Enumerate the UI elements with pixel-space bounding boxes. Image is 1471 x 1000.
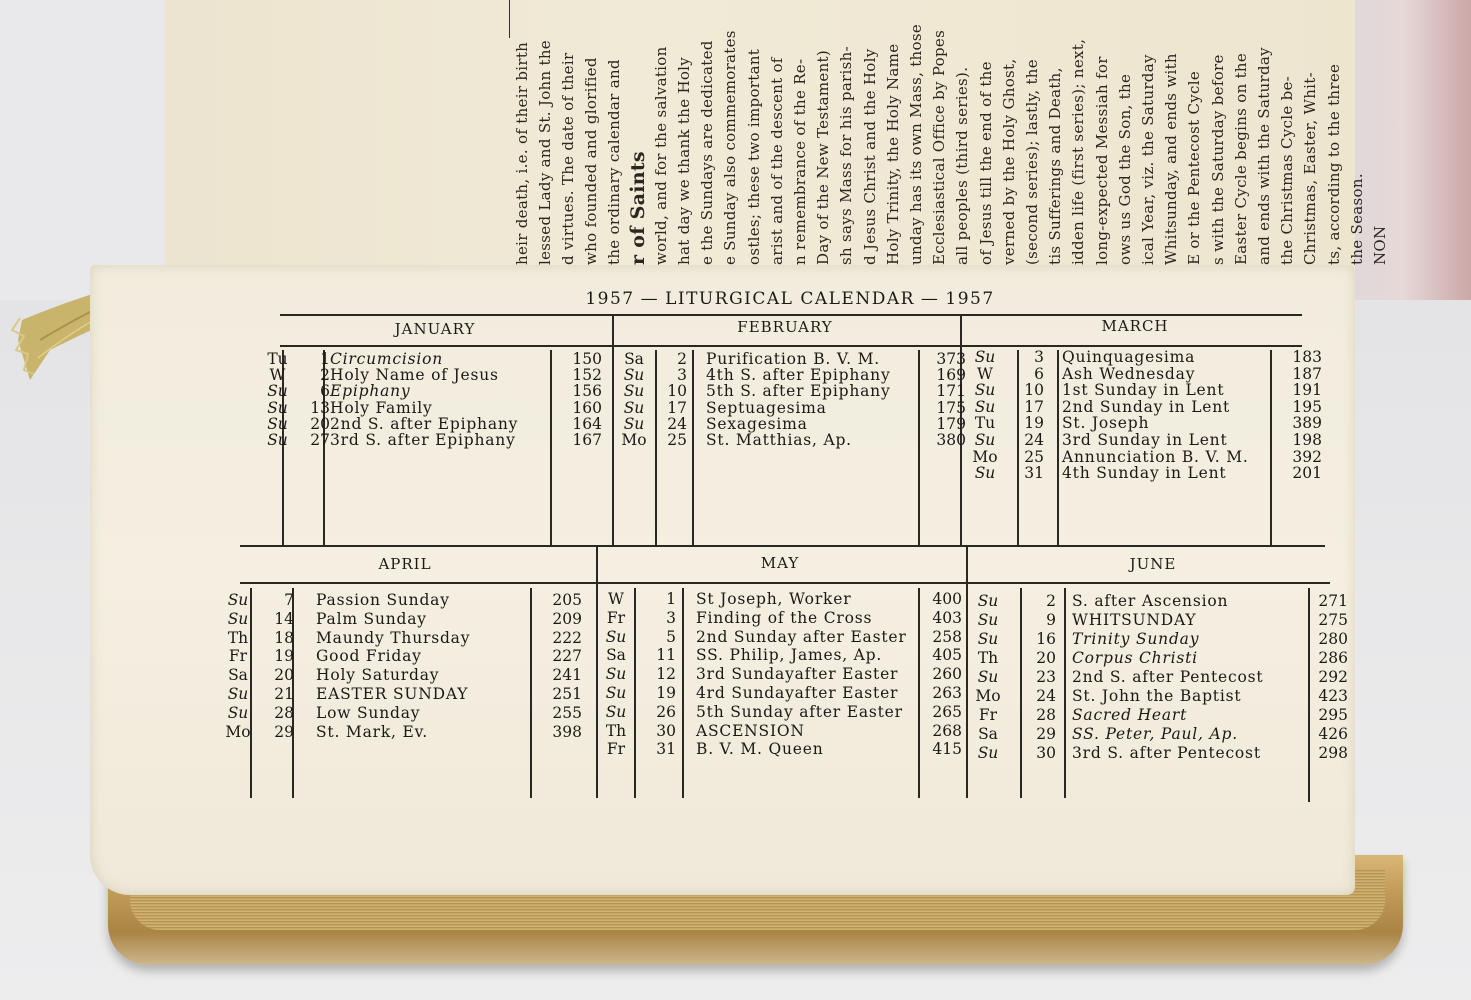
entry-weekday: Sa xyxy=(978,725,998,743)
entry-page-number: 205 xyxy=(552,591,582,609)
entry-date: 3 xyxy=(666,608,676,627)
entry-feast: Finding of the Cross xyxy=(696,608,873,627)
entry-feast: Passion Sunday xyxy=(316,591,450,609)
entry-page-number: 373 xyxy=(936,350,966,368)
entry-weekday: Su xyxy=(977,592,999,610)
upper-text-line: Easter Cycle begins on the xyxy=(1231,52,1250,265)
upper-text-line: and ends with the Saturday xyxy=(1255,47,1273,265)
entry-date: 3 xyxy=(1034,348,1044,366)
upper-text-line: all peoples (third series). xyxy=(953,66,972,265)
entry-date: 28 xyxy=(1036,706,1056,724)
entry-feast: ASCENSION xyxy=(696,721,805,740)
entry-weekday: Su xyxy=(227,609,249,628)
entry-page-number: 380 xyxy=(936,431,966,449)
upper-text-line: (second series); lastly, the xyxy=(1023,59,1041,265)
entry-date: 20 xyxy=(1036,649,1056,667)
entry-date: 19 xyxy=(1024,414,1044,433)
upper-text-line: Whitsunday, and ends with xyxy=(1162,53,1181,265)
entry-feast: 5th Sunday after Easter xyxy=(696,702,903,721)
entry-page-number: 255 xyxy=(552,703,582,722)
entry-date: 27 xyxy=(310,431,330,449)
calendar-entry xyxy=(0,627,1471,648)
entry-page-number: 164 xyxy=(572,414,602,433)
entry-feast: Sacred Heart xyxy=(1072,706,1188,724)
calendar-entry xyxy=(0,722,1471,743)
entry-feast: S. after Ascension xyxy=(1072,592,1229,610)
month-march: MARCH xyxy=(1101,317,1169,335)
entry-page-number: 292 xyxy=(1318,668,1348,686)
upper-text-line: the Christmas Cycle be- xyxy=(1278,75,1297,265)
entry-date: 31 xyxy=(656,740,676,759)
upper-text-line: d virtues. The date of their xyxy=(559,52,577,265)
entry-feast: 4rd Sundayafter Easter xyxy=(696,684,899,702)
entry-feast: 3rd S. after Pentecost xyxy=(1072,744,1261,762)
upper-text-line: Ecclesiastical Office by Popes xyxy=(930,29,949,265)
entry-feast: 2nd S. after Epiphany xyxy=(330,414,519,433)
entry-feast: Trinity Sunday xyxy=(1072,630,1200,648)
upper-text-line: e the Sundays are dedicated xyxy=(698,40,717,265)
entry-date: 14 xyxy=(274,609,294,628)
month-header-rule-top xyxy=(280,345,1302,347)
entry-feast: 3rd Sundayafter Easter xyxy=(696,665,899,684)
entry-page-number: 198 xyxy=(1292,431,1322,449)
entry-weekday: Fr xyxy=(228,647,248,666)
entry-feast: St. Joseph xyxy=(1062,414,1150,433)
entry-page-number: 398 xyxy=(552,722,582,741)
entry-date: 10 xyxy=(667,382,687,401)
entry-page-number: 251 xyxy=(552,685,582,703)
entry-feast: 4th S. after Epiphany xyxy=(706,366,891,385)
entry-page-number: 263 xyxy=(932,684,962,702)
upper-text-line: s with the Saturday before xyxy=(1208,54,1227,265)
entry-date: 24 xyxy=(1036,687,1056,705)
entry-date: 5 xyxy=(666,627,676,646)
upper-text-line: n remembrance of the Re- xyxy=(791,58,809,265)
entry-weekday: Su xyxy=(977,611,999,629)
entry-feast: Epiphany xyxy=(330,382,411,401)
entry-date: 31 xyxy=(1024,464,1044,483)
upper-text-line: ows us God the Son, the xyxy=(1115,73,1134,265)
calendar-entry xyxy=(0,687,1471,704)
entry-weekday: Su xyxy=(974,381,996,400)
month-june: JUNE xyxy=(1129,555,1177,573)
entry-weekday: Mo xyxy=(225,722,251,741)
entry-date: 23 xyxy=(1036,668,1056,686)
entry-date: 24 xyxy=(667,414,687,433)
entry-weekday: Su xyxy=(267,431,288,449)
entry-page-number: 175 xyxy=(936,398,966,417)
entry-weekday: Fr xyxy=(606,740,626,759)
entry-page-number: 171 xyxy=(936,382,966,401)
entry-page-number: 265 xyxy=(932,702,962,721)
entry-feast: 4th Sunday in Lent xyxy=(1062,464,1227,483)
entry-weekday: Su xyxy=(605,665,627,684)
entry-page-number: 160 xyxy=(572,398,602,417)
entry-date: 13 xyxy=(310,398,330,417)
month-header-rule-bottom xyxy=(240,582,1330,584)
calendar-entry xyxy=(0,608,1471,629)
entry-page-number: 275 xyxy=(1318,611,1348,629)
entry-feast: 5th S. after Epiphany xyxy=(706,382,891,401)
entry-page-number: 286 xyxy=(1318,649,1348,667)
entry-date: 26 xyxy=(656,702,676,721)
calendar-entry xyxy=(0,348,1471,365)
entry-feast: Maundy Thursday xyxy=(316,628,471,647)
entry-weekday: Su xyxy=(227,685,249,703)
entry-feast: St. John the Baptist xyxy=(1072,687,1242,705)
entry-date: 19 xyxy=(274,647,294,666)
title-text: LITURGICAL CALENDAR xyxy=(665,289,915,309)
entry-weekday: Su xyxy=(623,382,645,401)
month-may: MAY xyxy=(760,554,800,572)
entry-page-number: 392 xyxy=(1292,447,1322,466)
entry-feast: EASTER SUNDAY xyxy=(316,685,469,703)
entry-page-number: 298 xyxy=(1318,744,1348,762)
entry-page-number: 195 xyxy=(1292,397,1322,416)
upper-text-line: unday has its own Mass, those xyxy=(907,24,925,265)
entry-date: 2 xyxy=(677,350,687,368)
entry-feast: SS. Philip, James, Ap. xyxy=(696,646,883,665)
upper-text-line: ical Year, viz. the Saturday xyxy=(1139,54,1157,265)
entry-feast: Ash Wednesday xyxy=(1062,364,1196,383)
entry-weekday: Su xyxy=(267,382,288,401)
entry-feast: Good Friday xyxy=(316,647,422,666)
entry-weekday: Su xyxy=(974,348,996,366)
entry-weekday: Tu xyxy=(267,350,288,368)
entry-page-number: 156 xyxy=(572,382,602,401)
entry-feast: Palm Sunday xyxy=(316,609,427,628)
entry-weekday: Mo xyxy=(975,687,1001,705)
upper-text-line: d Jesus Christ and the Holy xyxy=(860,48,879,265)
entry-date: 6 xyxy=(320,382,330,401)
entry-weekday: Sa xyxy=(624,350,644,368)
top-rule xyxy=(280,314,1302,316)
entry-weekday: Th xyxy=(605,721,627,740)
entry-feast: 3rd Sunday in Lent xyxy=(1062,431,1228,449)
entry-page-number: 295 xyxy=(1318,706,1348,724)
entry-feast: Sexagesima xyxy=(706,414,808,433)
entry-page-number: 187 xyxy=(1292,364,1322,383)
entry-date: 1 xyxy=(320,350,330,368)
entry-date: 19 xyxy=(656,684,676,702)
entry-weekday: Su xyxy=(623,366,645,385)
entry-weekday: Sa xyxy=(228,666,248,685)
upper-text-line: ostles; these two important xyxy=(744,48,763,265)
calendar-entry xyxy=(0,744,1471,761)
entry-page-number: 167 xyxy=(572,431,602,449)
entry-weekday: Su xyxy=(267,398,288,417)
entry-weekday: Fr xyxy=(978,706,998,724)
calendar-entry xyxy=(0,381,1471,401)
upper-text-line: NON xyxy=(1371,225,1389,265)
calendar-entry xyxy=(0,448,1471,465)
entry-weekday: Su xyxy=(974,397,996,416)
entry-date: 7 xyxy=(284,591,294,609)
entry-feast: 2nd Sunday in Lent xyxy=(1062,397,1231,416)
upper-text-line: tis Sufferings and Death, xyxy=(1046,67,1065,265)
entry-weekday: W xyxy=(977,364,993,383)
entry-page-number: 191 xyxy=(1292,381,1322,400)
upper-text-line: E or the Pentecost Cycle xyxy=(1185,70,1204,265)
upper-page-text xyxy=(420,0,1400,270)
entry-page-number: 150 xyxy=(572,350,602,368)
entry-weekday: Su xyxy=(227,591,249,609)
upper-text-line: hat day we thank the Holy xyxy=(675,56,693,265)
entry-weekday: Mo xyxy=(972,447,998,466)
entry-feast: St Joseph, Worker xyxy=(696,590,852,608)
entry-feast: Corpus Christi xyxy=(1072,649,1198,667)
entry-feast: Annunciation B. V. M. xyxy=(1062,447,1249,466)
calendar-entry xyxy=(0,414,1471,431)
entry-date: 24 xyxy=(1024,431,1044,449)
month-april: APRIL xyxy=(378,555,432,573)
entry-date: 12 xyxy=(656,665,676,684)
entry-date: 3 xyxy=(677,366,687,385)
entry-page-number: 227 xyxy=(552,647,582,666)
entry-page-number: 268 xyxy=(932,721,962,740)
calendar-entry xyxy=(0,464,1471,481)
upper-book-page xyxy=(165,0,1389,275)
entry-page-number: 183 xyxy=(1292,348,1322,366)
entry-date: 20 xyxy=(274,666,294,685)
entry-date: 25 xyxy=(667,431,687,449)
entry-weekday: Su xyxy=(974,464,996,483)
entry-date: 29 xyxy=(274,722,294,741)
entry-weekday: Su xyxy=(977,668,999,686)
entry-feast: St. Mark, Ev. xyxy=(316,722,429,741)
entry-page-number: 280 xyxy=(1318,630,1348,648)
entry-date: 17 xyxy=(1024,397,1044,416)
entry-date: 20 xyxy=(310,414,330,433)
entry-page-number: 222 xyxy=(552,628,582,647)
entry-feast: B. V. M. Queen xyxy=(696,740,824,759)
entry-page-number: 271 xyxy=(1318,592,1348,610)
mid-rule xyxy=(240,545,1325,547)
upper-text-line: r of Saints xyxy=(626,151,649,265)
entry-weekday: Tu xyxy=(974,414,996,433)
entry-feast: Holy Family xyxy=(330,398,433,417)
entry-date: 1 xyxy=(666,590,676,608)
entry-weekday: W xyxy=(608,590,624,608)
month-january: JANUARY xyxy=(394,320,476,338)
entry-feast: 2nd S. after Pentecost xyxy=(1072,668,1264,686)
entry-weekday: Su xyxy=(227,703,249,722)
upper-text-line: Day of the New Testament) xyxy=(814,49,833,265)
entry-date: 30 xyxy=(1036,744,1056,762)
entry-date: 16 xyxy=(1036,630,1056,648)
upper-text-line: heir death, i.e. of their birth xyxy=(512,41,531,265)
entry-weekday: Su xyxy=(623,398,645,417)
upper-text-line: idden life (first series); next, xyxy=(1069,38,1088,265)
calendar-title xyxy=(530,289,1050,309)
entry-weekday: Su xyxy=(974,431,996,449)
calendar-entry xyxy=(0,703,1471,724)
entry-date: 30 xyxy=(656,721,676,740)
upper-text-line: the ordinary calendar and xyxy=(605,59,624,265)
upper-text-line: e Sunday also commemorates xyxy=(721,30,740,265)
calendar-entry xyxy=(0,364,1471,385)
entry-feast: Circumcision xyxy=(330,350,444,368)
title-dash-right: — xyxy=(920,289,940,309)
entry-feast: 1st Sunday in Lent xyxy=(1062,381,1225,400)
entry-page-number: 403 xyxy=(932,608,962,627)
entry-page-number: 258 xyxy=(932,627,962,646)
title-year-right: 1957 xyxy=(945,289,995,309)
entry-date: 29 xyxy=(1036,725,1056,743)
entry-date: 2 xyxy=(1046,592,1056,610)
entry-page-number: 389 xyxy=(1292,414,1322,433)
entry-feast: SS. Peter, Paul, Ap. xyxy=(1072,725,1238,743)
upper-text-line: verned by the Holy Ghost, xyxy=(999,58,1018,265)
entry-date: 21 xyxy=(274,685,294,703)
calendar-entry xyxy=(0,668,1471,685)
upper-text-line: Holy Trinity, the Holy Name xyxy=(883,43,902,265)
entry-date: 28 xyxy=(274,703,294,722)
entry-weekday: Mo xyxy=(621,431,647,449)
upper-text-line: who founded and glorified xyxy=(582,57,601,265)
entry-weekday: Su xyxy=(267,414,288,433)
entry-page-number: 179 xyxy=(936,414,966,433)
entry-date: 18 xyxy=(274,628,294,647)
entry-weekday: Th xyxy=(227,628,249,647)
upper-text-line: of Jesus till the end of the xyxy=(976,61,995,265)
entry-weekday: Sa xyxy=(606,646,626,665)
entry-feast: Quinquagesima xyxy=(1062,348,1196,366)
upper-text-line: long-expected Messiah for xyxy=(1092,56,1111,265)
entry-feast: St. Matthias, Ap. xyxy=(706,431,852,449)
entry-page-number: 152 xyxy=(572,366,602,385)
entry-weekday: Su xyxy=(977,744,999,762)
entry-date: 6 xyxy=(1034,364,1044,383)
entry-weekday: Su xyxy=(605,702,627,721)
entry-page-number: 209 xyxy=(552,609,582,628)
entry-weekday: Su xyxy=(605,684,627,702)
entry-feast: 3rd S. after Epiphany xyxy=(330,431,516,449)
entry-weekday: Th xyxy=(977,649,999,667)
entry-feast: Purification B. V. M. xyxy=(706,350,881,368)
entry-date: 10 xyxy=(1024,381,1044,400)
entry-page-number: 201 xyxy=(1292,464,1322,483)
upper-text-line: Christmas, Easter, Whit- xyxy=(1301,72,1320,265)
entry-page-number: 405 xyxy=(932,646,962,665)
calendar-entry xyxy=(0,431,1471,448)
upper-text-line: lessed Lady and St. John the xyxy=(535,40,554,265)
entry-date: 2 xyxy=(320,366,330,385)
entry-page-number: 400 xyxy=(932,590,962,608)
upper-text-line: world, and for the salvation xyxy=(651,46,670,265)
entry-feast: Septuagesima xyxy=(706,398,827,417)
entry-date: 9 xyxy=(1046,611,1056,629)
entry-date: 25 xyxy=(1024,447,1044,466)
upper-text-line: the Season. xyxy=(1347,173,1366,265)
entry-feast: Holy Name of Jesus xyxy=(330,366,499,385)
upper-text-line: sh says Mass for his parish- xyxy=(837,46,856,265)
entry-feast: WHITSUNDAY xyxy=(1072,611,1197,629)
entry-feast: Low Sunday xyxy=(316,703,421,722)
calendar-entry xyxy=(0,398,1471,415)
entry-weekday: W xyxy=(269,366,286,385)
entry-weekday: Su xyxy=(605,627,627,646)
title-dash-left: — xyxy=(640,289,660,309)
entry-page-number: 241 xyxy=(552,666,582,685)
entry-date: 11 xyxy=(656,646,676,665)
entry-page-number: 415 xyxy=(932,740,962,759)
entry-page-number: 260 xyxy=(932,665,962,684)
calendar-entry xyxy=(0,592,1471,609)
entry-page-number: 423 xyxy=(1318,687,1348,705)
entry-page-number: 169 xyxy=(936,366,966,385)
entry-date: 17 xyxy=(667,398,687,417)
entry-feast: Holy Saturday xyxy=(316,666,440,685)
month-february: FEBRUARY xyxy=(737,318,833,336)
entry-weekday: Su xyxy=(977,630,999,648)
entry-weekday: Su xyxy=(623,414,645,433)
upper-text-line: ts, according to the three xyxy=(1324,63,1343,265)
calendar-entry xyxy=(0,649,1471,666)
entry-weekday: Fr xyxy=(606,608,626,627)
upper-text-line: arist and of the descent of xyxy=(767,57,786,265)
title-year-left: 1957 xyxy=(585,289,635,309)
entry-feast: 2nd Sunday after Easter xyxy=(696,627,907,646)
entry-page-number: 426 xyxy=(1318,725,1348,743)
